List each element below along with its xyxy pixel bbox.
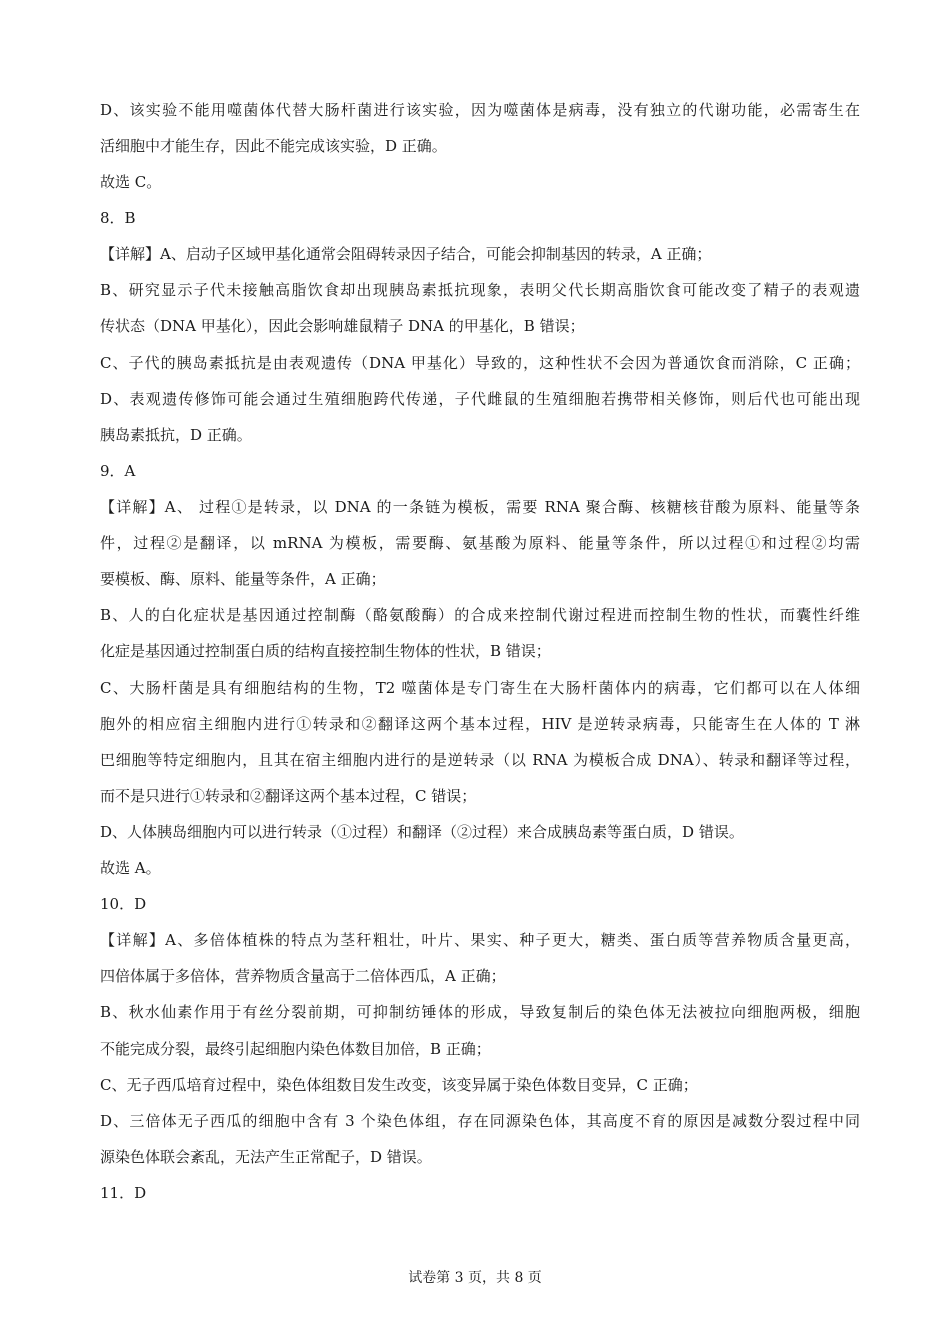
text-line: 故选 C。 (100, 173, 162, 191)
text-line: 巴细胞等特定细胞内，且其在宿主细胞内进行的是逆转录（以 RNA 为模板合成 DNA）、转录和翻译等过程， (100, 751, 860, 769)
text-line: 件，过程②是翻译，以 mRNA 为模板，需要酶、氨基酸为原料、能量等条件，所以过程①和过程②均需 (100, 534, 860, 552)
text-line: D、表观遗传修饰可能会通过生殖细胞跨代传递，子代雌鼠的生殖细胞若携带相关修饰，则后代也可能出现 (100, 390, 860, 408)
text-line: 四倍体属于多倍体，营养物质含量高于二倍体西瓜，A 正确； (100, 967, 506, 985)
text-line: 胞外的相应宿主细胞内进行①转录和②翻译这两个基本过程，HIV 是逆转录病毒，只能寄生在人体的 T 淋 (100, 715, 860, 733)
text-line: 【详解】A、启动子区域甲基化通常会阻碍转录因子结合，可能会抑制基因的转录，A 正确； (100, 245, 712, 263)
page-footer: 试卷第 3 页，共 8 页 (408, 1270, 542, 1286)
text-line: D、人体胰岛细胞内可以进行转录（①过程）和翻译（②过程）来合成胰岛素等蛋白质，D 错误。 (100, 823, 744, 841)
question-number: 11．D (100, 1184, 147, 1202)
text-line: C、子代的胰岛素抵抗是由表观遗传（DNA 甲基化）导致的，这种性状不会因为普通饮食而消除，C 正确； (100, 354, 860, 372)
text-line: 故选 A。 (100, 859, 161, 877)
text-line: 【详解】A、多倍体植株的特点为茎秆粗壮，叶片、果实、种子更大，糖类、蛋白质等营养物质含量更高， (100, 931, 860, 949)
text-line: 要模板、酶、原料、能量等条件，A 正确； (100, 570, 386, 588)
text-line: C、大肠杆菌是具有细胞结构的生物，T2 噬菌体是专门寄生在大肠杆菌体内的病毒，它们都可以在人体细 (100, 679, 860, 697)
text-line: D、三倍体无子西瓜的细胞中含有 3 个染色体组，存在同源染色体，其高度不育的原因是减数分裂过程中同 (100, 1112, 860, 1130)
text-line: B、秋水仙素作用于有丝分裂前期，可抑制纺锤体的形成，导致复制后的染色体无法被拉向细胞两极，细胞 (100, 1003, 860, 1021)
text-line: 传状态（DNA 甲基化），因此会影响雄鼠精子 DNA 的甲基化，B 错误； (100, 317, 585, 335)
text-line: 胰岛素抵抗，D 正确。 (100, 426, 252, 444)
question-number: 8．B (100, 209, 136, 227)
text-line: B、人的白化症状是基因通过控制酶（酪氨酸酶）的合成来控制代谢过程进而控制生物的性状，而囊性纤维 (100, 606, 860, 624)
question-number: 9．A (100, 462, 136, 480)
text-line: B、研究显示子代未接触高脂饮食却出现胰岛素抵抗现象，表明父代长期高脂饮食可能改变了精子的表观遗 (100, 281, 860, 299)
text-line: 而不是只进行①转录和②翻译这两个基本过程，C 错误； (100, 787, 477, 805)
text-line: 【详解】A、 过程①是转录，以 DNA 的一条链为模板，需要 RNA 聚合酶、核糖核苷酸为原料、能量等条 (100, 498, 860, 516)
question-number: 10．D (100, 895, 147, 913)
text-line: 活细胞中才能生存，因此不能完成该实验，D 正确。 (100, 137, 447, 155)
text-line: 源染色体联会紊乱，无法产生正常配子，D 错误。 (100, 1148, 432, 1166)
text-line: D、该实验不能用噬菌体代替大肠杆菌进行该实验，因为噬菌体是病毒，没有独立的代谢功能，必需寄生在 (100, 101, 860, 119)
text-line: 化症是基因通过控制蛋白质的结构直接控制生物体的性状，B 错误； (100, 642, 551, 660)
text-line: 不能完成分裂，最终引起细胞内染色体数目加倍，B 正确； (100, 1040, 491, 1058)
text-line: C、无子西瓜培育过程中，染色体组数目发生改变，该变异属于染色体数目变异，C 正确； (100, 1076, 698, 1094)
